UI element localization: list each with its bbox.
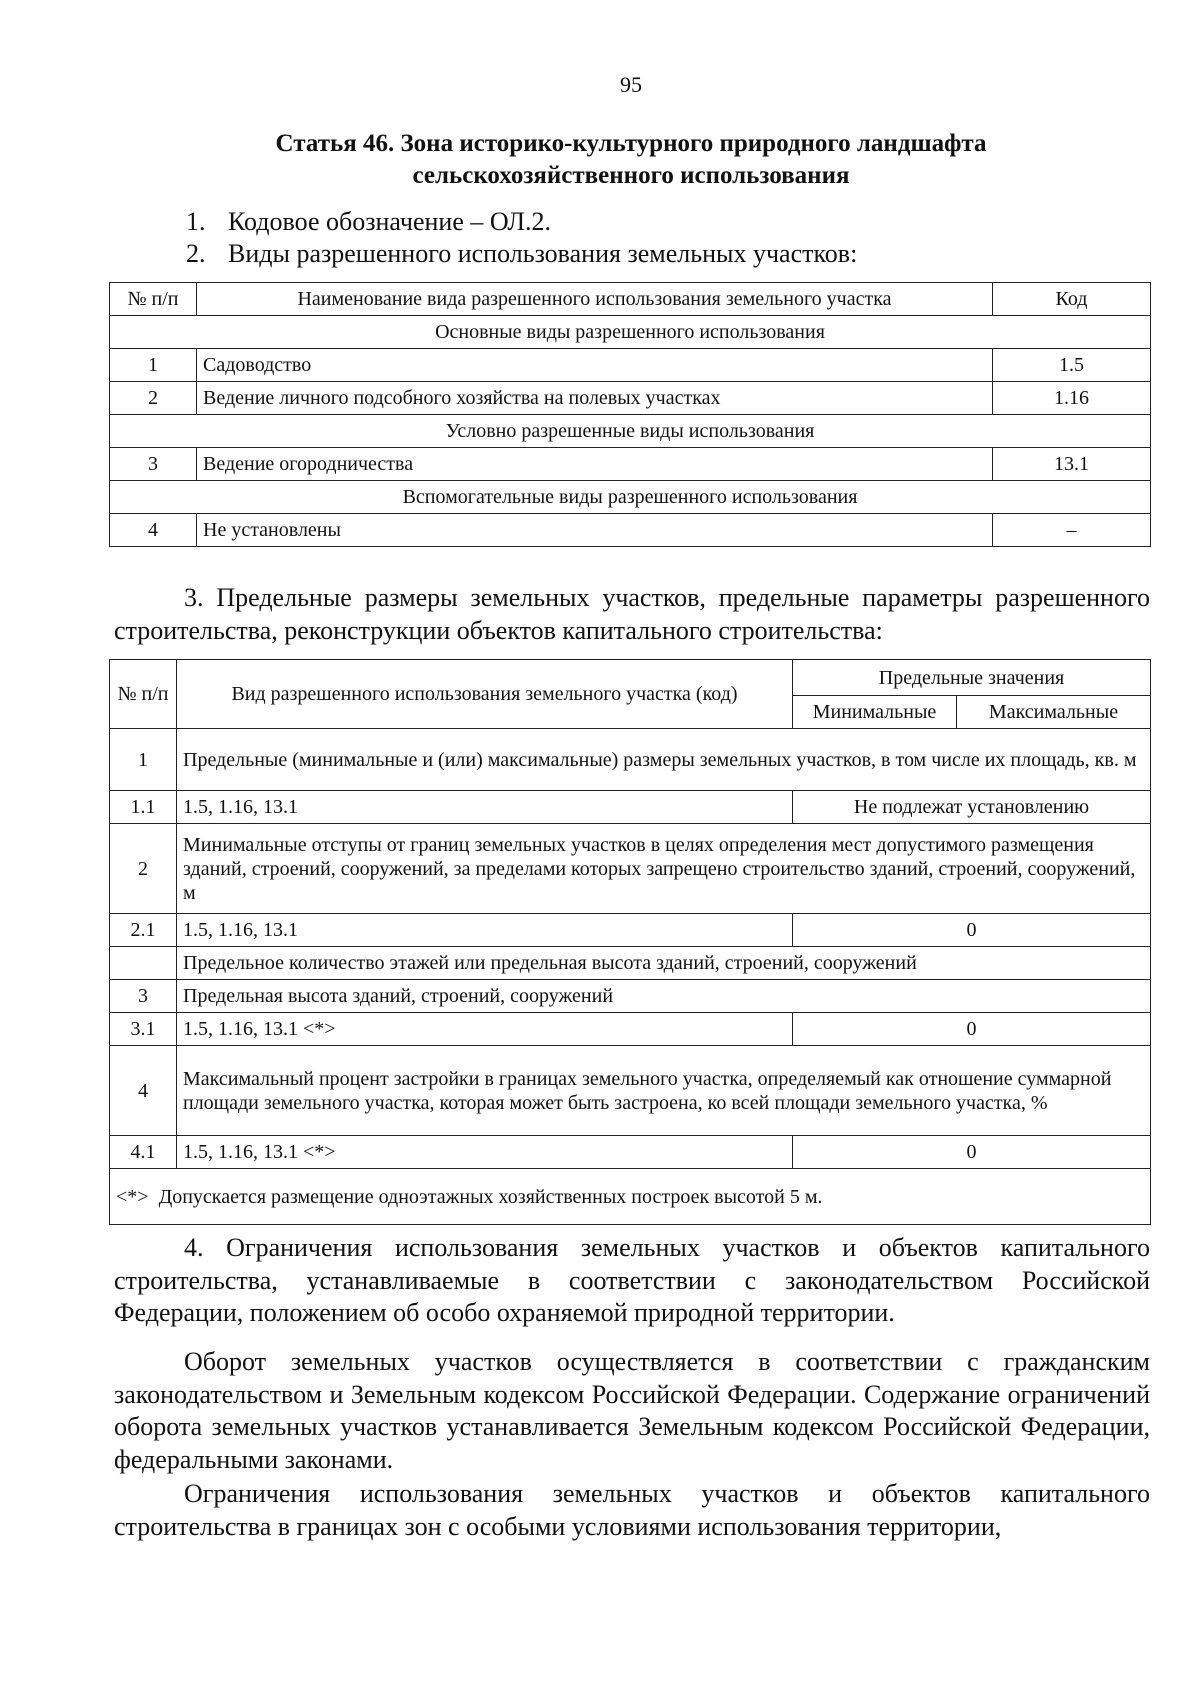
- code-designation-item: [186, 206, 551, 238]
- row-value: 0: [793, 1136, 1151, 1169]
- row-value: Не подлежат установлению: [793, 791, 1151, 824]
- row-num: 3.1: [110, 1013, 177, 1046]
- header-code: Код: [993, 283, 1151, 316]
- footnote: [110, 1169, 1151, 1225]
- section-row: [110, 415, 1151, 448]
- row-name: Ведение огородничества: [197, 448, 993, 481]
- section-conditional: Условно разрешенные виды использования: [110, 415, 1151, 448]
- table-row: [110, 914, 1151, 947]
- header-min: Минимальные: [793, 696, 957, 729]
- row-code: –: [993, 514, 1151, 547]
- table-row: [110, 1046, 1151, 1136]
- table-row: [110, 448, 1151, 481]
- row-num: 4.1: [110, 1136, 177, 1169]
- header-num: № п/п: [110, 283, 197, 316]
- section-row: [110, 481, 1151, 514]
- row-value: 0: [793, 1013, 1151, 1046]
- row-num: 1: [110, 349, 197, 382]
- row-code: 13.1: [993, 448, 1151, 481]
- paragraph-5: Оборот земельных участков осуществляется в соответствии с гражданским законодательством и Земельным кодексом Российской Федерации. Содержание ограничений оборота земельных участков устанавливается Земельным кодексом Российской Федерации, федеральными законами.: [114, 1347, 1150, 1474]
- paragraph-4: 4. Ограничения использования земельных участков и объектов капитального строительства, устанавливаемые в соответствии с законодательством Российской Федерации, положением об особо охраняемой природной территории.: [114, 1233, 1150, 1327]
- item-text: Кодовое обозначение – ОЛ.2.: [228, 207, 551, 236]
- paragraph-6: Ограничения использования земельных участков и объектов капитального строительства в границах зон с особыми условиями использования территории,: [114, 1479, 1150, 1541]
- table-row: [110, 514, 1151, 547]
- row-num: [110, 947, 177, 980]
- footnote-row: [110, 1169, 1151, 1225]
- section-auxiliary: Вспомогательные виды разрешенного использования: [110, 481, 1151, 514]
- table-row: [110, 947, 1151, 980]
- row-codes: 1.5, 1.16, 13.1 <*>: [177, 1136, 793, 1169]
- footnote-text: Допускается размещение одноэтажных хозяйственных построек высотой 5 м.: [158, 1185, 823, 1208]
- row-num: 2: [110, 382, 197, 415]
- footnote-mark: <*>: [116, 1185, 149, 1208]
- table-header-row: [110, 283, 1151, 316]
- header-type: Вид разрешенного использования земельного участка (код): [177, 660, 793, 729]
- row-num: 4: [110, 514, 197, 547]
- row-code: 1.5: [993, 349, 1151, 382]
- paragraph-3: 3. Предельные размеры земельных участков, предельные параметры разрешенного строительства, реконструкции объектов капитального строительства:: [114, 583, 1150, 645]
- table-header-row: [110, 660, 1151, 696]
- row-text: Предельное количество этажей или предельная высота зданий, строений, сооружений: [177, 947, 1151, 980]
- row-num: 2.1: [110, 914, 177, 947]
- row-name: Ведение личного подсобного хозяйства на полевых участках: [197, 382, 993, 415]
- row-text: Максимальный процент застройки в границах земельного участка, определяемый как отношение суммарной площади земельного участка, которая может быть застроена, ко всей площади земельного участка, %: [177, 1046, 1151, 1136]
- row-value: 0: [793, 914, 1151, 947]
- row-num: 3: [110, 980, 177, 1013]
- row-num: 3: [110, 448, 197, 481]
- header-name: Наименование вида разрешенного использования земельного участка: [197, 283, 993, 316]
- table-row: [110, 824, 1151, 914]
- row-codes: 1.5, 1.16, 13.1: [177, 791, 793, 824]
- table-row: [110, 349, 1151, 382]
- row-text: Предельная высота зданий, строений, сооружений: [177, 980, 1151, 1013]
- table-row: [110, 1136, 1151, 1169]
- article-title: [190, 128, 1072, 192]
- row-num: 2: [110, 824, 177, 914]
- header-num: № п/п: [110, 660, 177, 729]
- row-text: Минимальные отступы от границ земельных участков в целях определения мест допустимого размещения зданий, строений, сооружений, за пределами которых запрещено строительство зданий, строений, сооружений, м: [177, 824, 1151, 914]
- limits-table: [109, 659, 1151, 1225]
- section-row: [110, 316, 1151, 349]
- table-row: [110, 791, 1151, 824]
- table-row: [110, 729, 1151, 791]
- row-code: 1.16: [993, 382, 1151, 415]
- row-num: 1.1: [110, 791, 177, 824]
- table-row: [110, 1013, 1151, 1046]
- item-number: 2.: [186, 239, 206, 268]
- section-main: Основные виды разрешенного использования: [110, 316, 1151, 349]
- row-text: Предельные (минимальные и (или) максимальные) размеры земельных участков, в том числе их площадь, кв. м: [177, 729, 1151, 791]
- row-name: Не установлены: [197, 514, 993, 547]
- article-title-line-1: Статья 46. Зона историко-культурного природного ландшафта: [275, 130, 987, 157]
- table-row: [110, 382, 1151, 415]
- header-limits: Предельные значения: [793, 660, 1151, 696]
- header-max: Максимальные: [957, 696, 1151, 729]
- row-num: 1: [110, 729, 177, 791]
- permitted-uses-table: [109, 282, 1151, 547]
- item-number: 1.: [186, 207, 206, 236]
- page-number: 95: [620, 72, 642, 97]
- item-text: Виды разрешенного использования земельных участков:: [228, 239, 858, 268]
- row-num: 4: [110, 1046, 177, 1136]
- row-name: Садоводство: [197, 349, 993, 382]
- row-codes: 1.5, 1.16, 13.1: [177, 914, 793, 947]
- table-row: [110, 980, 1151, 1013]
- row-codes: 1.5, 1.16, 13.1 <*>: [177, 1013, 793, 1046]
- permitted-uses-item: [186, 238, 857, 270]
- article-title-line-2: сельскохозяйственного использования: [412, 162, 850, 189]
